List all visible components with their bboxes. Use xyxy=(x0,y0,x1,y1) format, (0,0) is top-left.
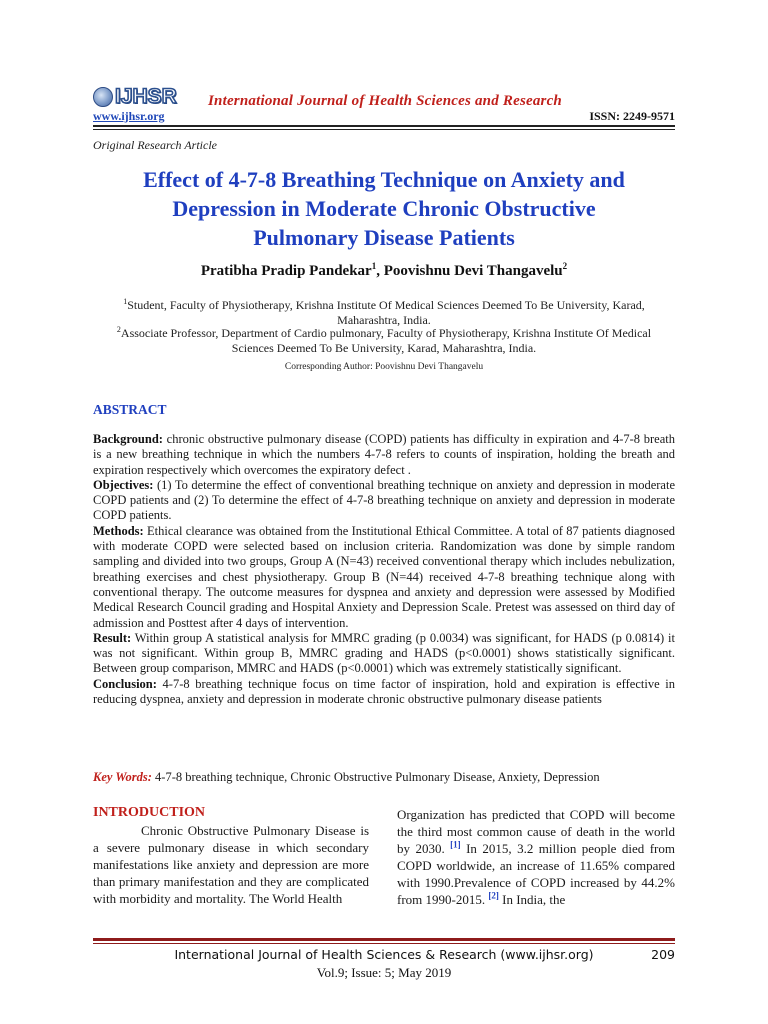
title-line: Effect of 4-7-8 Breathing Technique on Anxiety and xyxy=(143,167,625,192)
affiliation-2 xyxy=(93,322,675,356)
issn: ISSN: 2249-9571 xyxy=(589,109,675,123)
author-separator: , xyxy=(376,263,384,279)
header-rule-thin xyxy=(93,129,675,130)
journal-name: International Journal of Health Sciences and Research xyxy=(208,93,562,109)
corresponding-author: Corresponding Author: Poovishnu Devi Thangavelu xyxy=(284,362,484,372)
section-label: Conclusion: xyxy=(93,676,157,691)
keywords-label: Key Words: xyxy=(93,770,152,784)
abstract-conclusion: Conclusion: 4-7-8 breathing technique focus on time factor of inspiration, hold and expiration is effective in reducing dyspnea, anxiety and depression in moderate chronic obstructive pulmonary disease patients xyxy=(93,676,675,707)
author-name: Poovishnu Devi Thangavelu xyxy=(383,263,563,279)
journal-logo xyxy=(93,85,177,109)
citation-link[interactable]: [2] xyxy=(488,890,499,901)
section-label: Result: xyxy=(93,630,132,645)
footer-journal: International Journal of Health Sciences & Research (www.ijhsr.org) xyxy=(174,947,594,962)
intro-column-left xyxy=(93,804,369,907)
journal-url-link[interactable]: www.ijhsr.org xyxy=(93,109,165,123)
abstract-methods: Methods: Ethical clearance was obtained from the Institutional Ethical Committee. A total of 87 patients diagnosed with moderate COPD were selected based on inclusion criteria. Randomization was done by simple random sampling and divided into two groups, Group A (N=43) received conventional therapy which includes nebulization, breathing exercises and chest physiotherapy. Group B (N=44) received 4-7-8 breathing technique along with conventional therapy. The outcome measures for dyspnea and anxiety and depression were assessed by Modified Medical Research Council grading and Hospital Anxiety and Depression Scale. Pretest was assessed on third day of admission and Posttest after 4 days of intervention. xyxy=(93,523,675,630)
section-label: Objectives: xyxy=(93,477,154,492)
title-line: Pulmonary Disease Patients xyxy=(253,225,515,250)
author-list xyxy=(93,261,675,280)
globe-seal-icon xyxy=(93,87,113,107)
abstract-objectives: Objectives: (1) To determine the effect of conventional breathing technique on anxiety and depression in moderate COPD patients and (2) To determine the effect of 4-7-8 breathing technique on anxiety and depression in moderate COPD patients. xyxy=(93,477,675,523)
intro-paragraph: Chronic Obstructive Pulmonary Disease is a severe pulmonary disease in which secondary manifestations like anxiety and depression are more than primary manifestation and they are complicated with morbidity and mortality. The World Health xyxy=(93,823,369,906)
abstract-body xyxy=(93,432,675,707)
affil-line: Associate Professor, Department of Cardio pulmonary, Faculty of Physiotherapy, Krishna Institute Of Medical xyxy=(120,326,652,340)
affil-line: Student, Faculty of Physiotherapy, Krishna Institute Of Medical Sciences Deemed To Be University, Karad, xyxy=(127,298,645,312)
introduction-heading: INTRODUCTION xyxy=(93,805,206,820)
author-affil-marker: 1 xyxy=(371,261,377,271)
keywords-text: 4-7-8 breathing technique, Chronic Obstructive Pulmonary Disease, Anxiety, Depression xyxy=(151,770,600,784)
page-number: 209 xyxy=(651,947,675,962)
intro-paragraph-continued: Organization has predicted that COPD will become the third most common cause of death in the world by 2030. [1] In 2015, 3.2 million people died from COPD worldwide, an increase of 11.65% compared with 1990.Prevalence of COPD increased by 44.2% from 1990-2015. [2] In India, the xyxy=(397,807,675,907)
abstract-heading: ABSTRACT xyxy=(93,402,167,417)
section-label: Background: xyxy=(93,432,163,446)
affil-line: Sciences Deemed To Be University, Karad, Maharashtra, India. xyxy=(231,341,537,355)
affil-line: Maharashtra, India. xyxy=(337,313,431,327)
intro-column-right xyxy=(397,806,675,908)
citation-link[interactable]: [1] xyxy=(450,839,461,850)
article-type: Original Research Article xyxy=(93,138,217,152)
title-line: Depression in Moderate Chronic Obstructive xyxy=(172,196,596,221)
affil-marker: 2 xyxy=(116,325,121,334)
section-label: Methods: xyxy=(93,523,144,538)
author-affil-marker: 2 xyxy=(562,261,568,271)
abstract-background: Background: chronic obstructive pulmonary disease (COPD) patients has difficulty in expiration and 4-7-8 breath is a new breathing technique in which the numbers 4-7-8 refers to counts of inspiration, holding the breath and expiration respectively which overcomes the expiratory defect . xyxy=(93,432,675,477)
author-name: Pratibha Pradip Pandekar xyxy=(200,263,372,279)
keywords xyxy=(93,770,693,785)
paper-title xyxy=(93,165,675,252)
footer-volume: Vol.9; Issue: 5; May 2019 xyxy=(316,965,452,980)
abstract-result: Result: Within group A statistical analysis for MMRC grading (p 0.0034) was significant, for HADS (p 0.0814) it was not significant. Within group B, MMRC grading and HADS (p<0.0001) shows statistically significant. Between group comparison, MMRC and HADS (p<0.0001) which was extremely statistically significant. xyxy=(93,630,675,676)
affil-marker: 1 xyxy=(123,297,128,306)
header-rule xyxy=(93,125,675,127)
logo-wordmark: IJHSR xyxy=(115,85,177,108)
footer-rule-thin xyxy=(93,943,675,944)
footer-rule xyxy=(93,938,675,941)
